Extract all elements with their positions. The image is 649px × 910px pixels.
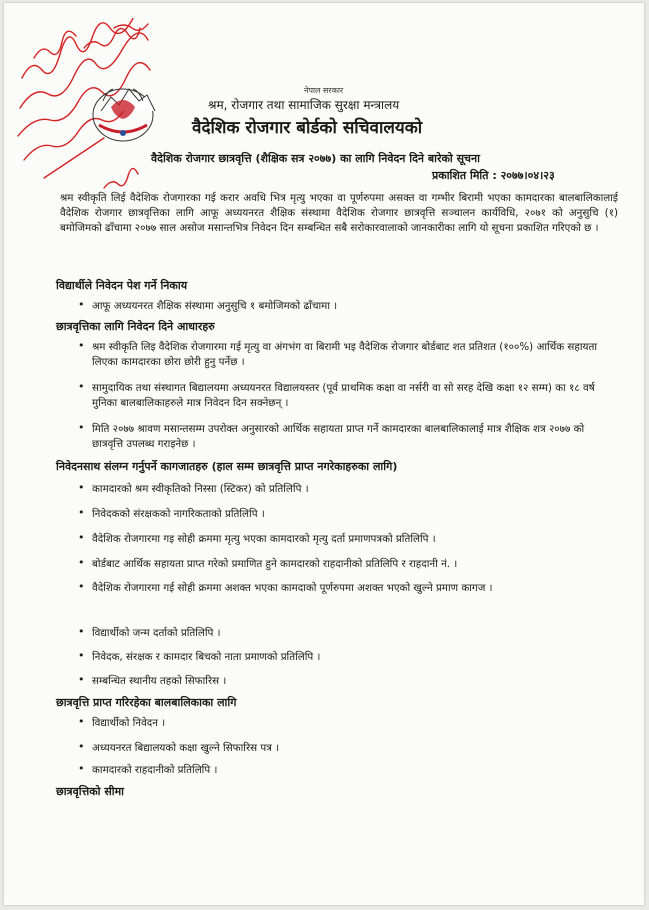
list-item: वैदेशिक रोजगारमा गई सोही क्रममा अशक्त भएका कामदाको पूर्णरुपमा अशक्त भएको खुल्ने प्रमाण कागज । — [92, 582, 493, 594]
government-label: नेपाल सरकार — [304, 86, 344, 95]
bullet-icon: • — [78, 421, 85, 434]
nepal-government-emblem-icon — [89, 81, 157, 145]
bullet-icon: • — [78, 506, 85, 519]
list-item: श्रम स्वीकृति लिइ वैदेशिक रोजगारमा गई मृत्यु वा अंगभंग वा बिरामी भइ वैदेशिक रोजगार बोर्डबाट शत प्रतिशत (१००%) आर्थिक सहायता लिएका कामदारका छोरा छोरी हुनु पर्नेछ । — [92, 341, 598, 368]
list-item: कामदारको श्रम स्वीकृतिको निस्सा (स्टिकर) को प्रतिलिपि । — [92, 483, 309, 495]
section-heading-eligibility: छात्रवृत्तिका लागि निवेदन दिने आधारहरु — [56, 320, 215, 333]
list-item: विद्यार्थीको निवेदन । — [92, 717, 166, 729]
list-item: निवेदकको संरक्षकको नागरिकताको प्रतिलिपि । — [92, 508, 265, 520]
list-item: अध्ययनरत बिद्यालयको कक्षा खुल्ने सिफारिस पत्र । — [92, 742, 280, 754]
published-date: प्रकाशित मिति : २०७७।०४।२३ — [432, 169, 555, 182]
list-item: मिति २०७७ श्रावण मसान्तसम्म उपरोक्त अनुसारको आर्थिक सहायता प्राप्त गर्ने कामदारका बालबालिकालाई मात्र शैक्षिक शत्र २०७७ को छात्रवृत्ति उपलब्ध गराइनेछ । — [92, 423, 585, 450]
bullet-icon: • — [78, 380, 85, 393]
list-item: सम्बन्धित स्थानीय तहको सिफारिस । — [92, 675, 227, 687]
ministry-name: श्रम, रोजगार तथा सामाजिक सुरक्षा मन्त्रालय — [208, 98, 400, 112]
bullet-icon: • — [78, 673, 85, 686]
section-heading-applicant-body: विद्यार्थीले निवेदन पेश गर्ने निकाय — [56, 279, 188, 292]
bullet-icon: • — [78, 339, 85, 352]
intro-paragraph: श्रम स्वीकृति लिई वैदेशिक रोजगारका गई करार अवधि भित्र मृत्यु भएका वा पूर्णरुपमा असक्त वा गम्भीर बिरामी भएका कामदारका बालबालिकालाई वैदेशिक रोजगार छात्रवृत्तिका लागि आफू अध्ययनरत शैक्षिक संस्थामा वैदेशिक रोजगार छात्रवृत्ति सञ्चालन कार्यविधि, २०७१ को अनुसुचि (१) बमोजिमको ढाँचामा २०७७ साल असोज मसान्तभित्र निवेदन दिन सम्बन्धित सबै सरोकारवालाको जानकारीका लागि यो सूचना प्रकाशित गरिएको छ । — [60, 192, 618, 234]
bullet-icon: • — [78, 580, 85, 593]
bullet-icon: • — [78, 298, 85, 311]
bullet-icon: • — [78, 531, 85, 544]
section-heading-documents: निवेदनसाथ संलग्न गर्नुपर्ने कागजातहरु (हाल सम्म छात्रवृत्ति प्राप्त नगरेकाहरुका लागि) — [56, 460, 398, 473]
bullet-icon: • — [78, 625, 85, 638]
section-heading-limit: छात्रवृत्तिको सीमा — [56, 785, 125, 798]
list-item: निवेदक, संरक्षक र कामदार बिचको नाता प्रमाणको प्रतिलिपि । — [92, 651, 321, 663]
bullet-icon: • — [78, 649, 85, 662]
notice-title: वैदेशिक रोजगार छात्रवृत्ति (शैक्षिक सत्र २०७७) का लागि निवेदन दिने बारेको सूचना — [151, 152, 480, 165]
list-item: बोर्डबाट आर्थिक सहायता प्राप्त गरेको प्रमाणित हुने कामदारको राहदानीको प्रतिलिपि र राहदानी नं. । — [92, 558, 458, 570]
list-item: वैदेशिक रोजगारमा गइ सोही क्रममा मृत्यु भएका कामदारको मृत्यु दर्ता प्रमाणपत्रको प्रतिलिपि । — [92, 533, 436, 545]
bullet-icon: • — [78, 715, 85, 728]
list-item: आफू अध्ययनरत शैक्षिक संस्थामा अनुसुचि १ बमोजिमको ढाँचामा । — [92, 300, 338, 312]
board-name: वैदेशिक रोजगार बोर्डको सचिवालयको — [192, 118, 423, 138]
document-page — [4, 3, 644, 905]
section-heading-continuing: छात्रवृत्ति प्राप्त गरिरहेका बालबालिकाका लागि — [56, 696, 237, 709]
bullet-icon: • — [78, 762, 85, 775]
bullet-icon: • — [78, 481, 85, 494]
list-item: कामदारको राहदानीको प्रतिलिपि । — [92, 764, 218, 776]
bullet-icon: • — [78, 556, 85, 569]
bullet-icon: • — [78, 740, 85, 753]
list-item: सामुदायिक तथा संस्थागत बिद्यालयमा अध्ययनरत विद्यालयस्तर (पूर्व प्राथमिक कक्षा वा नर्सरी वा सो सरह देखि कक्षा १२ सम्म) का १८ वर्ष मुनिका बालबालिकाहरुले मात्र निवेदन दिन सक्नेछन् । — [92, 382, 595, 409]
list-item: विद्यार्थीको जन्म दर्ताको प्रतिलिपि । — [92, 627, 221, 639]
